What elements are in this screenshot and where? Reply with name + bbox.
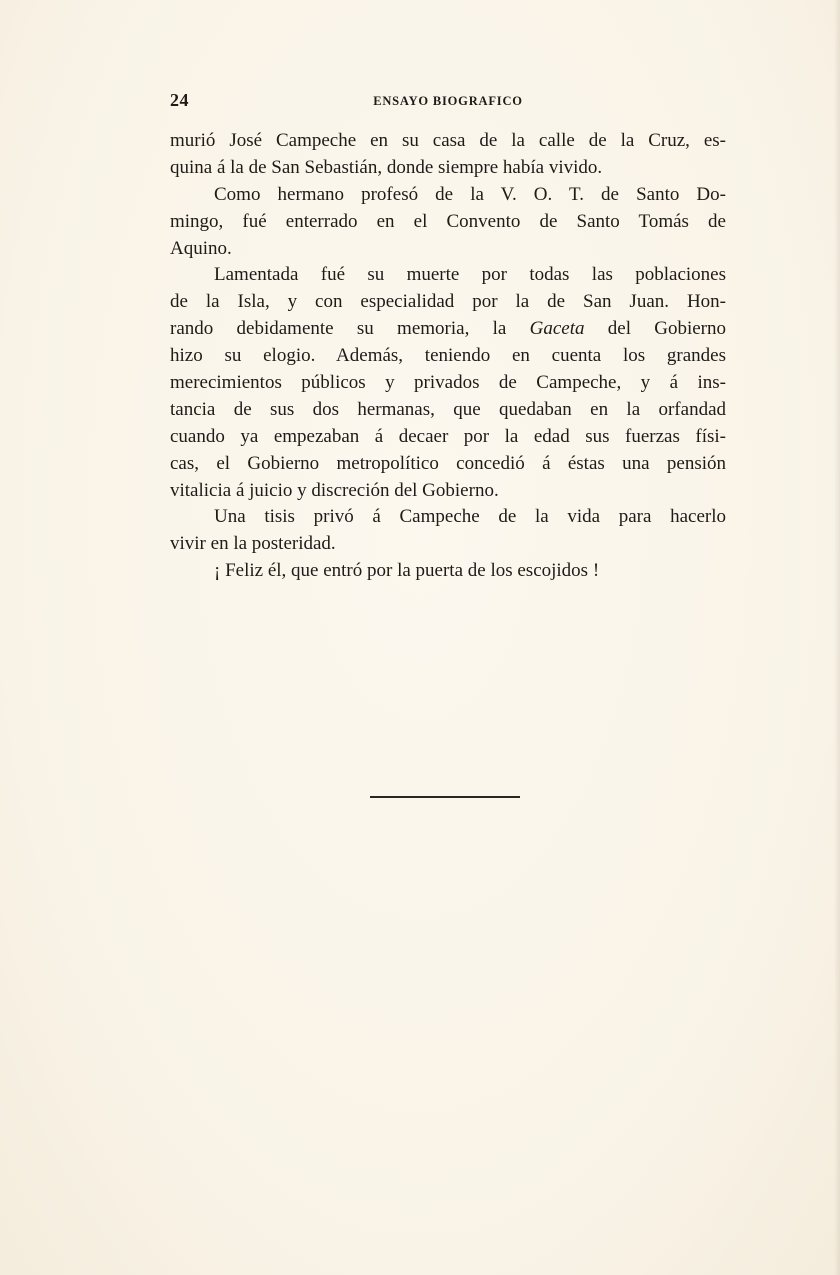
text-line: murió José Campeche en su casa de la calle de la Cruz, es-: [170, 130, 726, 151]
text-line: merecimientos públicos y privados de Campeche, y á ins-: [170, 372, 726, 394]
text-segment: del Gobierno: [607, 318, 727, 340]
page-number: 24: [170, 90, 189, 110]
text-segment: rando debidamente su memoria, la: [170, 318, 507, 340]
text-line: Aquino.: [170, 237, 232, 259]
text-line: Como hermano profesó de la V. O. T. de Santo Do-: [214, 183, 726, 205]
text-line: vitalicia á juicio y discreción del Gobierno.: [170, 479, 499, 501]
text-line-with-italic: [170, 316, 726, 343]
gazette-title-italic: Gaceta: [529, 318, 585, 340]
text-line: mingo, fué enterrado en el Convento de Santo Tomás de: [170, 210, 726, 232]
text-line: Una tisis privó á Campeche de la vida para hacerlo: [214, 506, 726, 528]
text-line: cuando ya empezaban á decaer por la edad sus fuerzas físi-: [170, 425, 726, 447]
text-line: de la Isla, y con especialidad por la de San Juan. Hon-: [170, 291, 726, 313]
page-header: [170, 90, 726, 114]
running-head: ENSAYO BIOGRAFICO: [373, 94, 523, 108]
text-line: Lamentada fué su muerte por todas las poblaciones: [214, 264, 726, 286]
text-line: ¡ Feliz él, que entró por la puerta de los escojidos !: [214, 560, 600, 582]
body-text: [170, 128, 726, 585]
section-end-rule: [370, 796, 520, 798]
text-line: vivir en la posteridad.: [170, 533, 336, 555]
page-edge-shadow: [834, 0, 840, 1275]
text-line: quina á la de San Sebastián, donde siempre había vivido.: [170, 156, 603, 178]
text-line: cas, el Gobierno metropolítico concedió á éstas una pensión: [170, 452, 726, 474]
text-line: hizo su elogio. Además, teniendo en cuenta los grandes: [170, 345, 726, 367]
text-line: tancia de sus dos hermanas, que quedaban en la orfandad: [170, 398, 726, 420]
